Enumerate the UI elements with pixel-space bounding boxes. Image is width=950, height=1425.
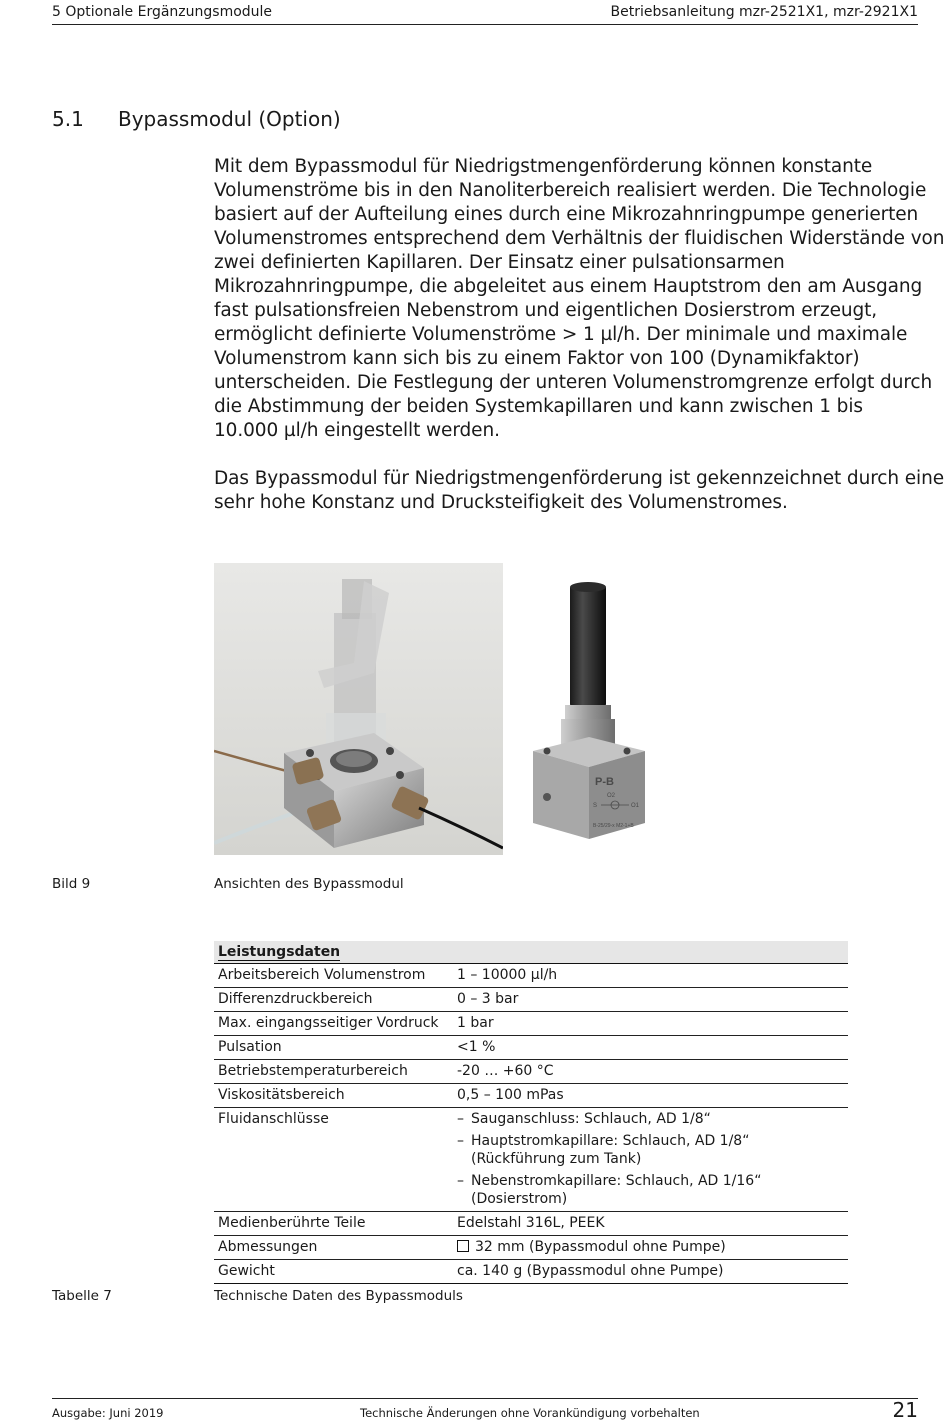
figure-label: Bild 9 (52, 876, 91, 892)
text-line: ermöglicht definierte Volumenströme > 1 µl/h. Der minimale und maximale (214, 324, 908, 345)
table-label: Tabelle 7 (52, 1288, 112, 1304)
bypass-module-photo-assembled (214, 563, 503, 855)
row-key: Pulsation (218, 1039, 282, 1055)
row-value: 1 – 10000 µl/h (457, 967, 558, 983)
text-line: Volumenstromes entsprechend dem Verhältnis der fluidischen Widerstände von (214, 228, 945, 249)
row-value: 0 – 3 bar (457, 991, 519, 1007)
text-line: Volumenströme bis in den Nanoliterbereich realisiert werden. Die Technologie (214, 180, 927, 201)
table-row (214, 1236, 848, 1260)
row-key: Betriebstemperaturbereich (218, 1063, 408, 1079)
figure-caption: Ansichten des Bypassmodul (214, 876, 404, 892)
row-key: Differenzdruckbereich (218, 991, 373, 1007)
dash-icon: – (457, 1111, 464, 1127)
running-header-chapter: 5 Optionale Ergänzungsmodule (52, 4, 273, 20)
bypass-module-photo-with-pump (527, 575, 652, 845)
row-value: 32 mm (Bypassmodul ohne Pumpe) (453, 1236, 848, 1259)
table-row (214, 1212, 848, 1236)
table-row (214, 1012, 848, 1036)
table-row (214, 1108, 848, 1212)
table-caption: Technische Daten des Bypassmoduls (214, 1288, 463, 1304)
table-row (214, 988, 848, 1012)
text-line: zwei definierten Kapillaren. Der Einsatz einer pulsationsarmen (214, 252, 785, 273)
section-title: Bypassmodul (Option) (118, 107, 341, 131)
footer-notice: Technische Änderungen ohne Vorankündigung vorbehalten (360, 1406, 700, 1420)
row-key: Fluidanschlüsse (218, 1111, 329, 1127)
square-icon (457, 1240, 469, 1252)
row-value: Edelstahl 316L, PEEK (457, 1215, 605, 1231)
table-row (214, 1260, 848, 1284)
photo-label-s: S (593, 803, 598, 809)
text-line: Das Bypassmodul für Niedrigstmengenförderung ist gekennzeichnet durch eine (214, 468, 944, 489)
feature-paragraph (214, 467, 944, 515)
text-line: basiert auf der Aufteilung eines durch eine Mikrozahnringpumpe generierten (214, 204, 919, 225)
text-line: Mit dem Bypassmodul für Niedrigstmengenförderung können konstante (214, 156, 873, 177)
text-line: die Abstimmung der beiden Systemkapillaren und kann zwischen 1 bis (214, 396, 863, 417)
row-key: Viskositätsbereich (218, 1087, 345, 1103)
text-line: unterscheiden. Die Festlegung der unteren Volumenstromgrenze erfolgt durch (214, 372, 933, 393)
running-header-manual: Betriebsanleitung mzr-2521X1, mzr-2921X1 (610, 4, 918, 20)
text-line: fast pulsationsfreien Nebenstrom und eigentlichen Dosierstrom erzeugt, (214, 300, 878, 321)
row-value: -20 … +60 °C (457, 1063, 554, 1079)
page-number: 21 (892, 1398, 918, 1422)
footer-rule (52, 1398, 918, 1399)
row-value: 1 bar (457, 1015, 494, 1031)
photo-label-block: P-B (595, 776, 614, 788)
table-row (214, 1084, 848, 1108)
intro-paragraph (214, 155, 945, 443)
text-line: sehr hohe Konstanz und Drucksteifigkeit des Volumenstromes. (214, 492, 788, 513)
row-key: Arbeitsbereich Volumenstrom (218, 967, 426, 983)
photo-label-o1: O1 (631, 803, 640, 809)
dash-icon: – (457, 1133, 464, 1149)
row-value: ca. 140 g (Bypassmodul ohne Pumpe) (457, 1263, 724, 1279)
row-key: Medienberührte Teile (218, 1215, 366, 1231)
text-line: Volumenstrom kann sich bis zu einem Faktor von 100 (Dynamikfaktor) (214, 348, 860, 369)
text-line: 10.000 µl/h eingestellt werden. (214, 420, 500, 441)
photo-label-o2: O2 (607, 793, 616, 799)
row-key: Gewicht (218, 1263, 275, 1279)
text-line: Mikrozahnringpumpe, die abgeleitet aus einem Hauptstrom den am Ausgang (214, 276, 923, 297)
footer-edition: Ausgabe: Juni 2019 (52, 1406, 164, 1420)
table-header: Leistungsdaten (214, 941, 848, 964)
row-key: Abmessungen (218, 1239, 318, 1255)
row-key: Max. eingangsseitiger Vordruck (218, 1015, 439, 1031)
dash-icon: – (457, 1173, 464, 1189)
list-item: – Nebenstromkapillare: Schlauch, AD 1/16“ (Dosierstrom) (457, 1173, 762, 1207)
header-rule (52, 24, 918, 25)
row-value-list (453, 1108, 848, 1211)
table-row (214, 1060, 848, 1084)
section-number: 5.1 (52, 107, 84, 131)
list-item: – Sauganschluss: Schlauch, AD 1/8“ (457, 1111, 711, 1127)
performance-data-table (214, 941, 848, 1284)
table-row (214, 1036, 848, 1060)
list-item: – Hauptstromkapillare: Schlauch, AD 1/8“ (Rückführung zum Tank) (457, 1133, 750, 1167)
table-row (214, 964, 848, 988)
photo-label-model: B-25/29-x M2-1+B (593, 823, 634, 829)
row-value: 0,5 – 100 mPas (457, 1087, 564, 1103)
row-value: <1 % (457, 1039, 496, 1055)
